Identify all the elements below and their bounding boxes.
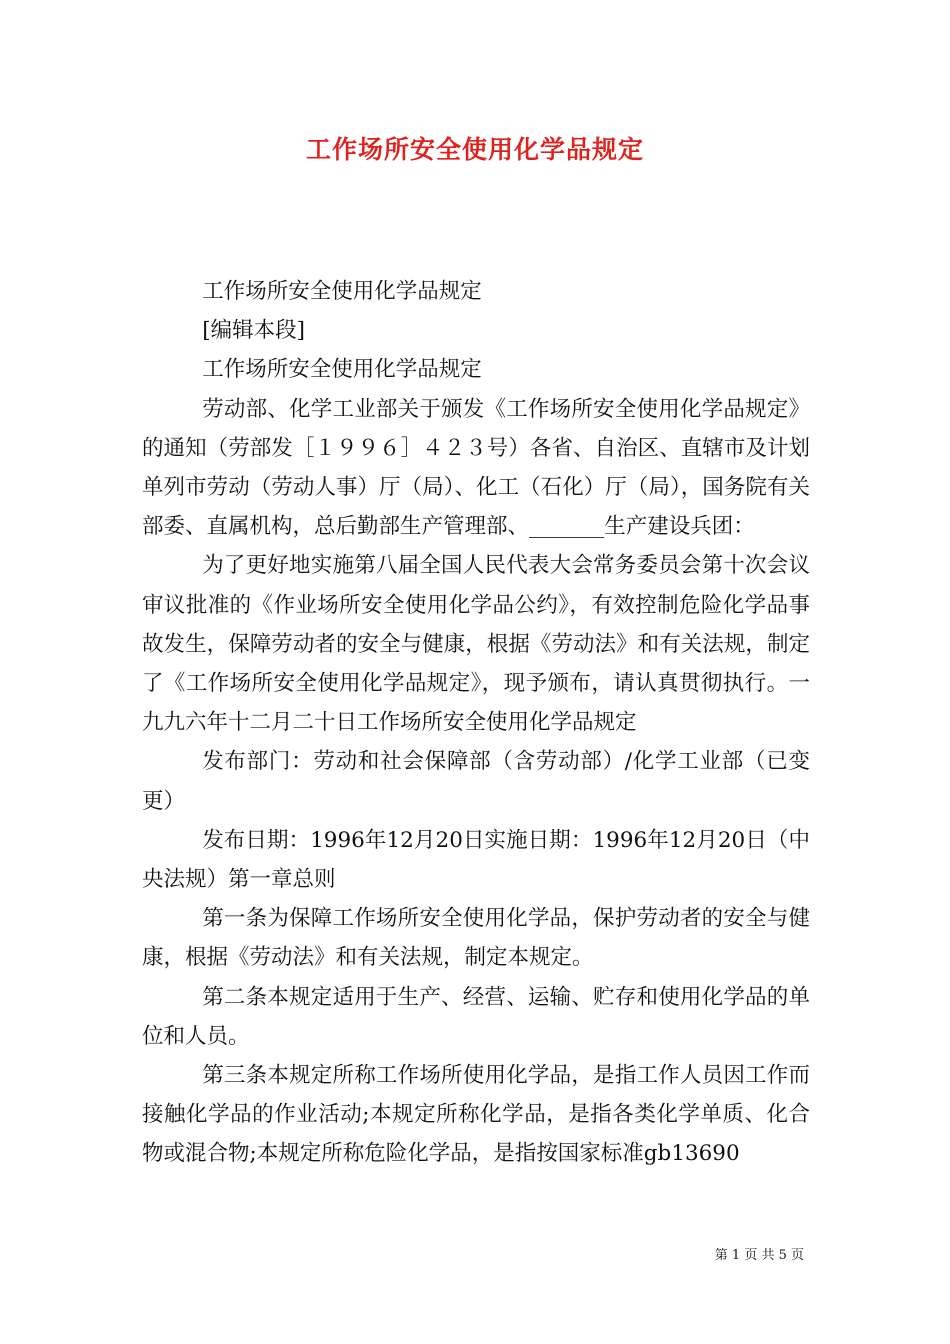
edit-section-marker: [编辑本段]: [202, 318, 305, 344]
page-number: 第 1 页 共 5 页: [714, 1248, 804, 1263]
paragraph-article-2: 第二条本规定适用于生产、经营、运输、贮存和使用化学品的单位和人员。: [142, 984, 810, 1049]
paragraph-subheading: 工作场所安全使用化学品规定: [202, 357, 482, 383]
paragraph-issuer: 发布部门：劳动和社会保障部（含劳动部）/化学工业部（已变更）: [142, 749, 810, 814]
document-title: 工作场所安全使用化学品规定: [305, 135, 644, 164]
document-body: [142, 272, 810, 1174]
paragraph-heading: 工作场所安全使用化学品规定: [202, 279, 482, 304]
paragraph-article-3: 第三条本规定所称工作场所使用化学品，是指工作人员因工作而接触化学品的作业活动;本规定所称化学品，是指各类化学单质、化合物或混合物;本规定所称危险化学品，是指按国家标准gb13690: [142, 1063, 810, 1167]
paragraph-purpose: 为了更好地实施第八届全国人民代表大会常务委员会第十次会议审议批准的《作业场所安全使用化学品公约》，有效控制危险化学品事故发生，保障劳动者的安全与健康，根据《劳动法》和有关法规，制定了《工作场所安全使用化学品规定》，现予颁布，请认真贯彻执行。一九九六年十二月二十日工作场所安全使用化学品规定: [142, 553, 810, 736]
paragraph-dates: 发布日期：1996年12月20日实施日期：1996年12月20日（中央法规）第一章总则: [142, 827, 810, 893]
paragraph-article-1: 第一条为保障工作场所安全使用化学品，保护劳动者的安全与健康，根据《劳动法》和有关法规，制定本规定。: [142, 906, 810, 971]
paragraph-notice: 劳动部、化学工业部关于颁发《工作场所安全使用化学品规定》的通知（劳部发［１９９６］４２３号）各省、自治区、直辖市及计划单列市劳动（劳动人事）厅（局）、化工（石化）厅（局），国务院有关部委、直属机构，总后勤部生产管理部、_______生产建设兵团：: [142, 396, 810, 540]
